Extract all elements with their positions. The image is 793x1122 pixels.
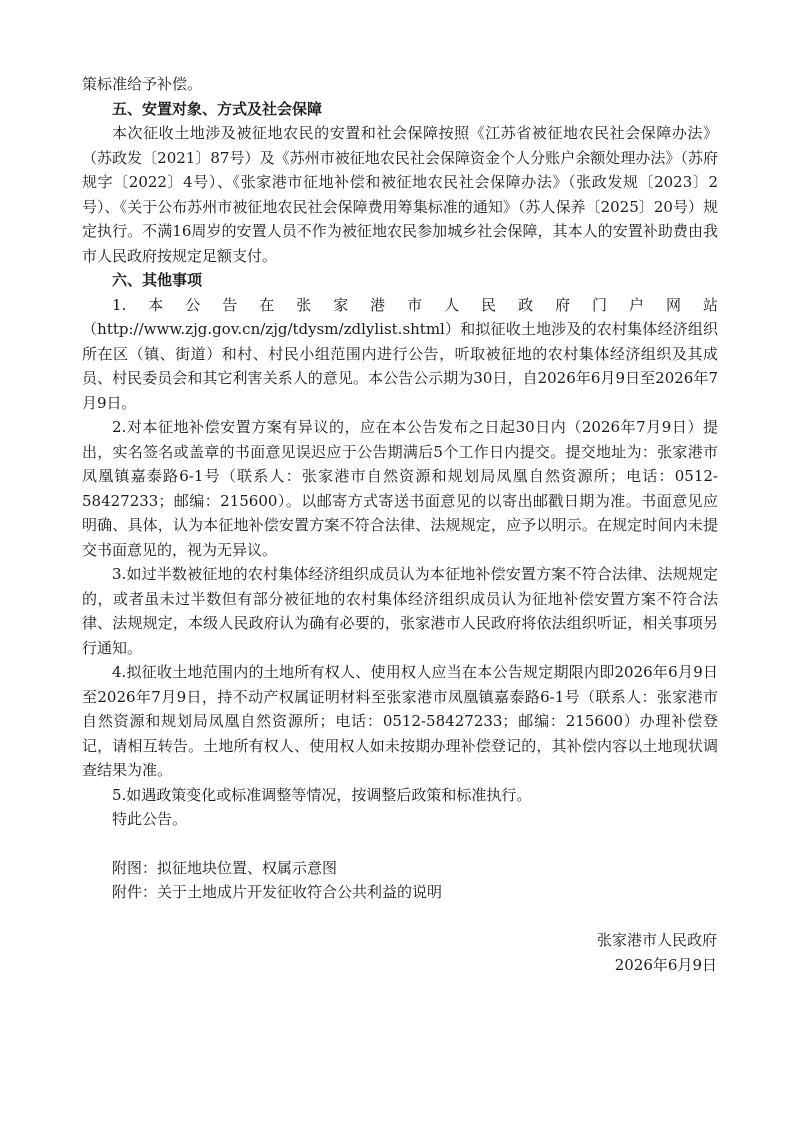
section6-item-3: 3.如过半数被征地的农村集体经济组织成员认为本征地补偿安置方案不符合法律、法规规定的，或者虽未过半数但有部分被征地的农村集体经济组织成员认为征地补偿安置方案不符合法律、法规规定，本级人民政府认为确有必要的，张家港市人民政府将依法组织听证，相关事项另行通知。 <box>82 565 718 657</box>
continuation-text: 策标准给予补偿。 <box>82 75 203 93</box>
section5-heading: 五、安置对象、方式及社会保障 <box>112 99 323 118</box>
closing-text: 特此公告。 <box>112 810 188 828</box>
attachment-document: 附件：关于土地成片开发征收符合公共利益的说明 <box>112 883 443 901</box>
signature-date: 2026年6月9日 <box>614 956 717 974</box>
section6-heading: 六、其他事项 <box>112 271 203 289</box>
signature-block <box>597 928 717 978</box>
section6-item-1: 1.本公告在张家港市人民政府门户网站（http://www.zjg.gov.cn/zjg/tdysm/zdlylist.shtml）和拟征收土地涉及的农村集体经济组织所在区（镇、街道）和村、村民小组范围内进行公告，听取被征地的农村集体经济组织及其成员、村民委员会和其它利害关系人的意见。本公告公示期为30日，自2026年6月9日至2026年7月9日。 <box>82 295 718 412</box>
document-body <box>82 72 718 905</box>
section6-item-2: 2.对本征地补偿安置方案有异议的，应在本公告发布之日起30日内（2026年7月9日）提出，实名签名或盖章的书面意见误迟应于公告期满后5个工作日内提交。提交地址为：张家港市凤凰镇嘉泰路6-1号（联系人：张家港市自然资源和规划局凤凰自然资源所；电话：0512-58427233；邮编：215600）。以邮寄方式寄送书面意见的以寄出邮戳日期为准。书面意见应明确、具体，认为本征地补偿安置方案不符合法律、法规规定，应予以明示。在规定时间内未提交书面意见的，视为无异议。 <box>82 418 718 559</box>
attachment-figure: 附图：拟征地块位置、权属示意图 <box>112 858 338 877</box>
signature-org: 张家港市人民政府 <box>596 931 717 949</box>
section6-item-5: 5.如遇政策变化或标准调整等情况，按调整后政策和标准执行。 <box>112 785 532 804</box>
section5-paragraph: 本次征收土地涉及被征地农民的安置和社会保障按照《江苏省被征地农民社会保障办法》（苏政发〔2021〕87号）及《苏州市被征地农民社会保障资金个人分账户余额处理办法》（苏府规字〔2022〕4号）、《张家港市征地补偿和被征地农民社会保障办法》（张政发规〔2023〕2号）、《关于公布苏州市被征地农民社会保障费用筹集标准的通知》（苏人保养〔2025〕20号）规定执行。不满16周岁的安置人员不作为被征地农民参加城乡社会保障，其本人的安置补助费由我市人民政府按规定足额支付。 <box>82 124 718 265</box>
section6-item-4: 4.拟征收土地范围内的土地所有权人、使用权人应当在本公告规定期限内即2026年6月9日至2026年7月9日，持不动产权属证明材料至张家港市凤凰镇嘉泰路6-1号（联系人：张家港市自然资源和规划局凤凰自然资源所；电话：0512-58427233；邮编：215600）办理补偿登记，请相互转告。土地所有权人、使用权人如未按期办理补偿登记的，其补偿内容以土地现状调查结果为准。 <box>82 663 718 779</box>
